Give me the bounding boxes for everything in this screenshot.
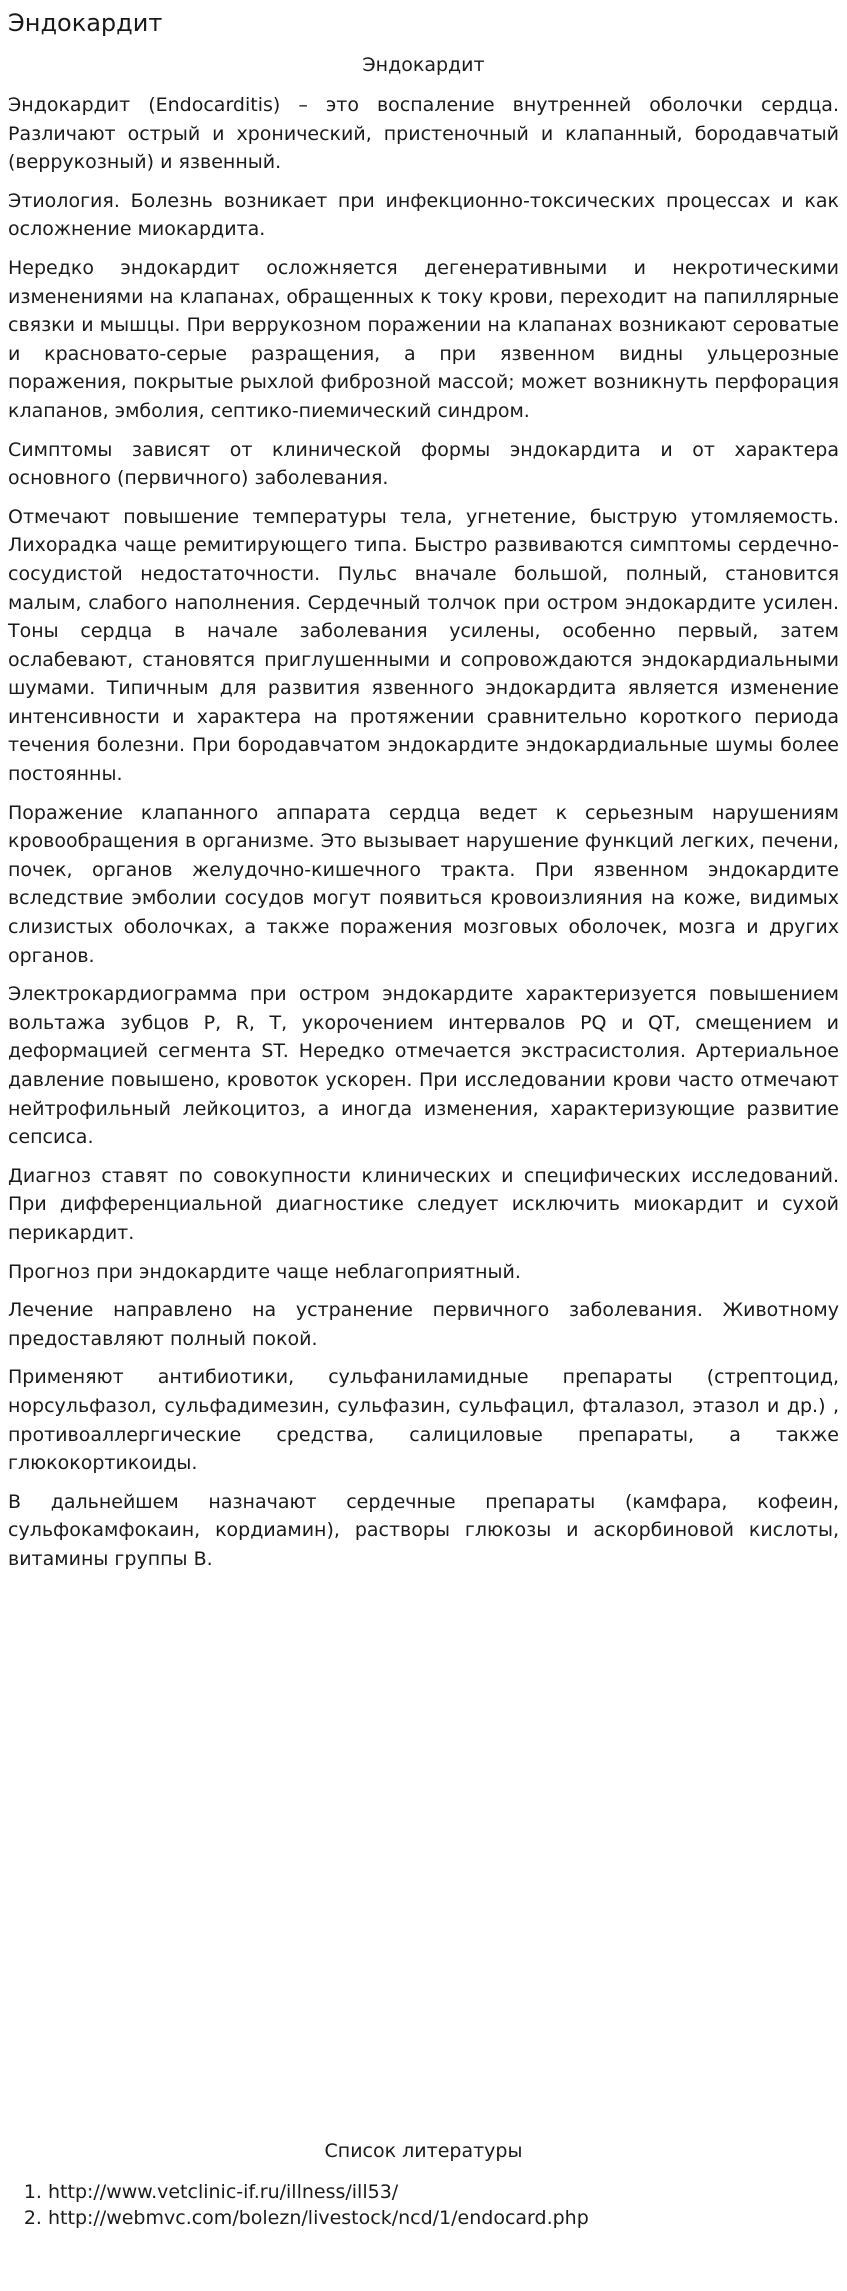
paragraph-medication: Применяют антибиотики, сульфаниламидные препараты (стрептоцид, норсульфазол, сульфадимезин, сульфазин, сульфацил, фталазол, этазол и др.) , противоаллергические средства, салициловые препараты, а также глюкокортикоиды.	[8, 1366, 839, 1475]
references-section	[8, 2139, 839, 2231]
paragraph-definition: Эндокардит (Endocarditis) – это воспаление внутренней оболочки сердца. Различают острый и хронический, пристеночный и клапанный, бородавчатый (веррукозный) и язвенный.	[8, 94, 839, 174]
page-title: Эндокардит	[8, 9, 163, 37]
paragraph-prognosis: Прогноз при эндокардите чаще неблагоприятный.	[8, 1260, 521, 1283]
paragraph-followup: В дальнейшем назначают сердечные препараты (камфара, кофеин, сульфокамфокаин, кордиамин), растворы глюкозы и аскорбиновой кислоты, витамины группы В.	[8, 1490, 839, 1570]
paragraph-etiology: Этиология. Болезнь возникает при инфекционно-токсических процессах и как осложнение миокардита.	[8, 189, 839, 241]
document-heading: Эндокардит	[362, 54, 485, 76]
references-list	[8, 2179, 839, 2231]
paragraph-treatment: Лечение направлено на устранение первичного заболевания. Животному предоставляют полный покой.	[8, 1299, 839, 1350]
paragraph-symptoms: Отмечают повышение температуры тела, угнетение, быструю утомляемость. Лихорадка чаще ремитирующего типа. Быстро развиваются симптомы сердечно-сосудистой недостаточности. Пульс вначале большой, полный, становится малым, слабого наполнения. Сердечный толчок при остром эндокардите усилен. Тоны сердца в начале заболевания усилены, особенно первый, затем ослабевают, становятся приглушенными и сопровождаются эндокардиальными шумами. Типичным для развития язвенного эндокардита является изменение интенсивности и характера на протяжении сравнительно короткого периода течения болезни. При бородавчатом эндокардите эндокардиальные шумы более постоянны.	[8, 505, 839, 786]
document-body	[8, 0, 839, 1584]
paragraph-pathology: Нередко эндокардит осложняется дегенеративными и некротическими изменениями на клапанах, обращенных к току крови, переходит на папиллярные связки и мышцы. При веррукозном поражении на клапанах возникают сероватые и красновато-серые разращения, а при язвенном видны ульцерозные поражения, покрытые рыхлой фиброзной массой; может возникнуть перфорация клапанов, эмболия, септико-пиемический синдром.	[8, 256, 839, 422]
paragraph-circulation: Поражение клапанного аппарата сердца ведет к серьезным нарушениям кровообращения в организме. Это вызывает нарушение функций легких, печени, почек, органов желудочно-кишечного тракта. При язвенном эндокардите вследствие эмболии сосудов могут появиться кровоизлияния на коже, видимых слизистых оболочках, а также поражения мозговых оболочек, мозга и других органов.	[8, 801, 839, 967]
paragraph-ecg: Электрокардиограмма при остром эндокардите характеризуется повышением вольтажа зубцов P, R, T, укорочением интервалов PQ и QT, смещением и деформацией сегмента ST. Нередко отмечается экстрасистолия. Артериальное давление повышено, кровоток ускорен. При исследовании крови часто отмечают нейтрофильный лейкоцитоз, а иногда изменения, характеризующие развитие сепсиса.	[8, 983, 839, 1149]
paragraph-diagnosis: Диагноз ставят по совокупности клинических и специфических исследований. При дифференциальной диагностике следует исключить миокардит и сухой перикардит.	[8, 1164, 839, 1244]
paragraph-symptoms-intro: Симптомы зависят от клинической формы эндокардита и от характера основного (первичного) заболевания.	[8, 438, 839, 490]
reference-item[interactable]: 2. http://webmvc.com/bolezn/livestock/ncd/1/endocard.php	[48, 2205, 839, 2231]
references-heading: Список литературы	[324, 2140, 523, 2162]
reference-item[interactable]: 1. http://www.vetclinic-if.ru/illness/ill53/	[48, 2179, 839, 2205]
